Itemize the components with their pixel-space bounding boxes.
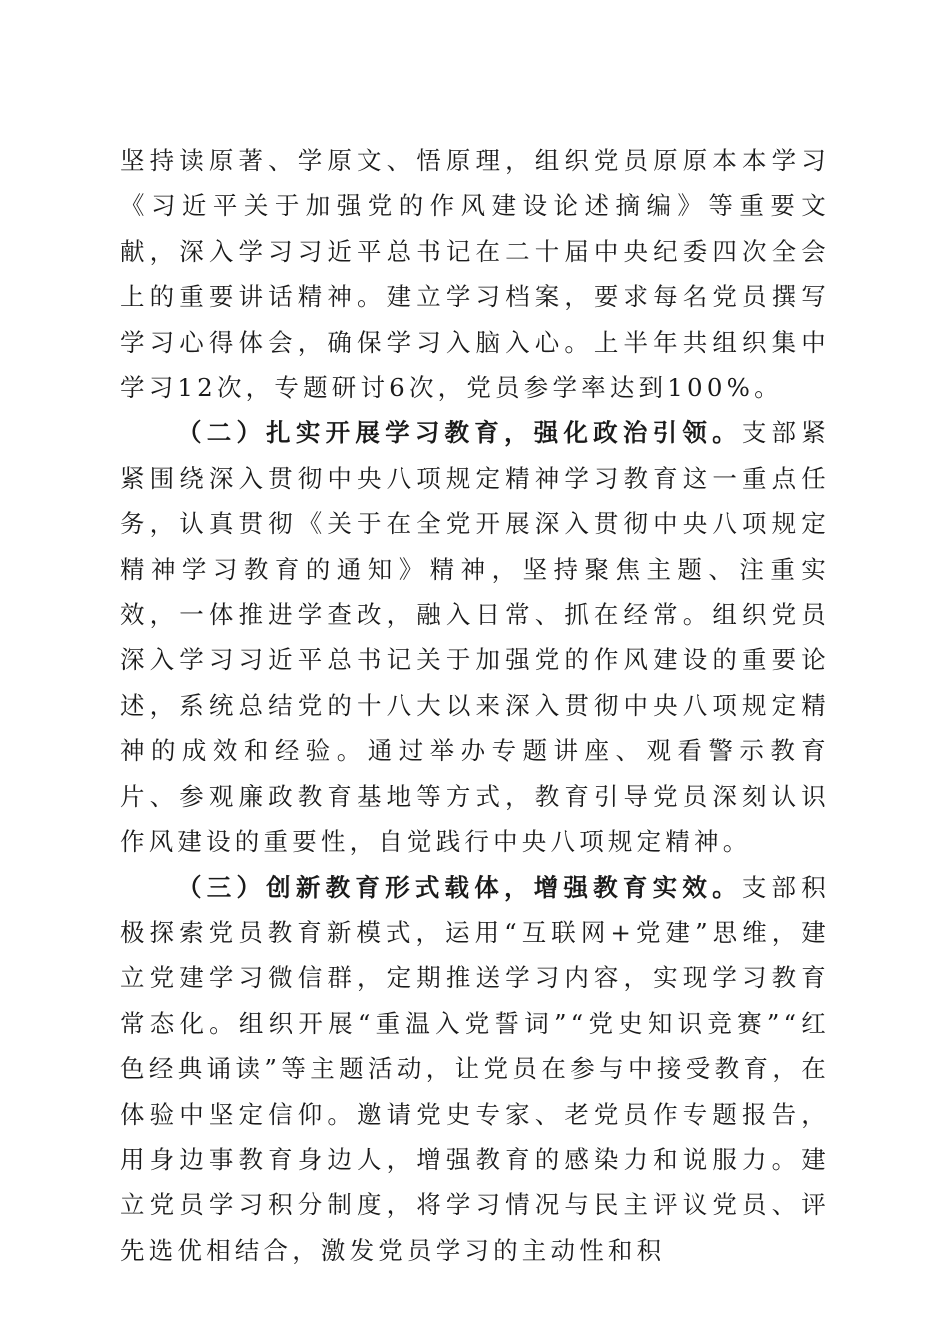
- paragraph-body: 坚持读原著、学原文、悟原理，组织党员原原本本学习《习近平关于加强党的作风建设论述摘编》等重要文献，深入学习习近平总书记在二十届中央纪委四次全会上的重要讲话精神。建立学习档案，要求每名党员撰写学习心得体会，确保学习入脑入心。上半年共组织集中学习12次，专题研讨6次，党员参学率达到100%。: [120, 146, 830, 403]
- paragraph-body: 支部积极探索党员教育新模式，运用“互联网+党建”思维，建立党建学习微信群，定期推送学习内容，实现学习教育常态化。组织开展“重温入党誓词”“党史知识竞赛”“红色经典诵读”等主题活动，让党员在参与中接受教育，在体验中坚定信仰。邀请党史专家、老党员作专题报告，用身边事教育身边人，增强教育的感染力和说服力。建立党员学习积分制度，将学习情况与民主评议党员、评先选优相结合，激发党员学习的主动性和积: [120, 872, 830, 1265]
- section-heading: （二）扎实开展学习教育，强化政治引领。: [177, 418, 742, 448]
- paragraph-section-2: [120, 410, 830, 864]
- document-body: [120, 138, 830, 1273]
- paragraph-body: 支部紧紧围绕深入贯彻中央八项规定精神学习教育这一重点任务，认真贯彻《关于在全党开展深入贯彻中央八项规定精神学习教育的通知》精神，坚持聚焦主题、注重实效，一体推进学查改，融入日常、抓在经常。组织党员深入学习习近平总书记关于加强党的作风建设的重要论述，系统总结党的十八大以来深入贯彻中央八项规定精神的成效和经验。通过举办专题讲座、观看警示教育片、参观廉政教育基地等方式，教育引导党员深刻认识作风建设的重要性，自觉践行中央八项规定精神。: [120, 418, 830, 857]
- paragraph-continued: [120, 138, 830, 410]
- paragraph-section-3: [120, 865, 830, 1274]
- section-heading: （三）创新教育形式载体，增强教育实效。: [177, 872, 742, 902]
